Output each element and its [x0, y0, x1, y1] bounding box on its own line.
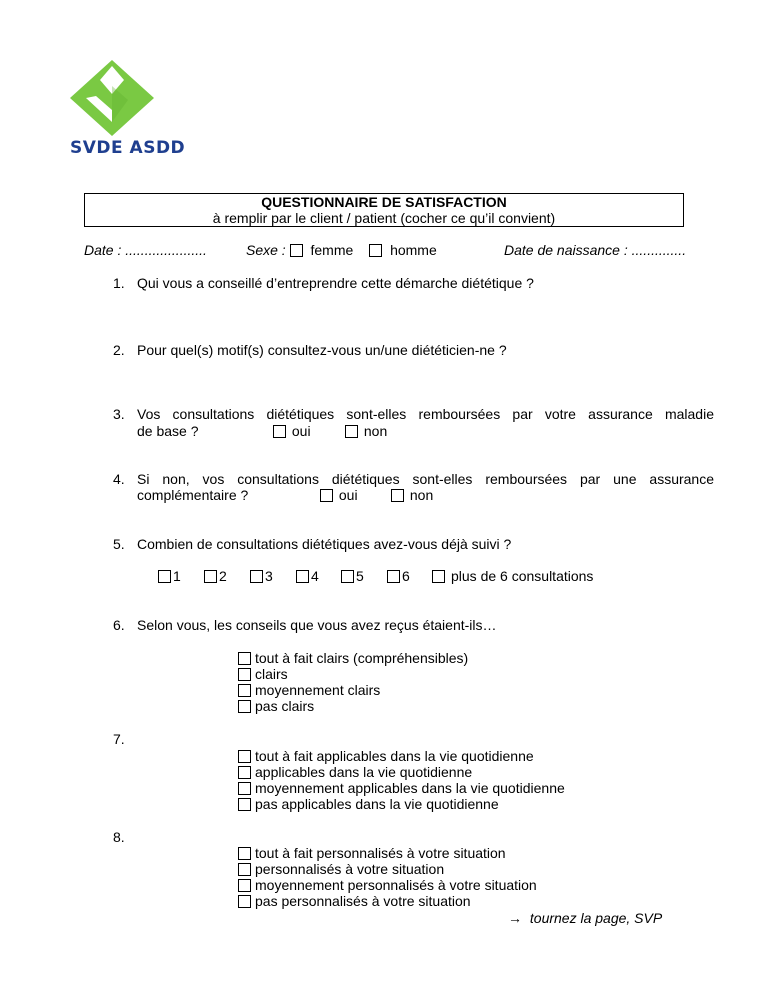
arrow-right-icon: → [508, 910, 522, 926]
checkbox-q5-plus[interactable] [432, 570, 445, 583]
q5-option-1[interactable] [158, 568, 181, 584]
q8-option-1-label: tout à fait personnalisés à votre situation [255, 845, 506, 861]
question-6 [113, 617, 497, 633]
q3-oui-option[interactable] [273, 423, 311, 439]
q8-option-2-label: personnalisés à votre situation [255, 861, 445, 877]
question-6-number: 6. [113, 617, 125, 633]
q6-option-3[interactable] [238, 682, 380, 698]
header-subtitle: à remplir par le client / patient (cocher ce qu’il convient) [212, 210, 556, 226]
q6-option-1-label: tout à fait clairs (compréhensibles) [255, 650, 469, 666]
question-1 [113, 275, 534, 291]
checkbox-q7-2[interactable] [238, 766, 251, 779]
q5-option-5-label: 5 [356, 568, 364, 584]
q5-option-4-label: 4 [311, 568, 319, 584]
question-5-number: 5. [113, 536, 125, 552]
checkbox-q3-non[interactable] [345, 425, 358, 438]
homme-label: homme [390, 242, 437, 258]
question-1-number: 1. [113, 275, 125, 291]
q4-non-option[interactable] [391, 487, 433, 503]
checkbox-q7-3[interactable] [238, 782, 251, 795]
q7-option-4-label: pas applicables dans la vie quotidienne [255, 796, 499, 812]
q4-oui-option[interactable] [320, 487, 358, 503]
svde-leaf-logo-icon [70, 60, 166, 140]
checkbox-q8-3[interactable] [238, 879, 251, 892]
q4-oui-label: oui [338, 487, 358, 503]
checkbox-q7-1[interactable] [238, 750, 251, 763]
question-5-text: Combien de consultations diététiques avez-vous déjà suivi ? [137, 536, 512, 552]
question-3-number: 3. [113, 406, 125, 422]
q5-option-5[interactable] [341, 568, 364, 584]
checkbox-q8-2[interactable] [238, 863, 251, 876]
q8-option-1[interactable] [238, 845, 506, 861]
q8-option-3[interactable] [238, 877, 537, 893]
question-3-line1: Vos consultations diététiques sont-elles remboursées par votre assurance maladie [137, 406, 714, 422]
q4-non-label: non [409, 487, 434, 503]
header-title: QUESTIONNAIRE DE SATISFACTION [261, 194, 507, 210]
turn-page-note [508, 910, 662, 926]
q5-option-6[interactable] [387, 568, 410, 584]
checkbox-q6-4[interactable] [238, 700, 251, 713]
q5-option-2-label: 2 [219, 568, 227, 584]
question-1-text: Qui vous a conseillé d’entreprendre cette démarche diététique ? [137, 275, 534, 291]
turn-page-text: tournez la page, SVP [529, 910, 663, 926]
q6-option-2-label: clairs [255, 666, 288, 682]
date-naissance-field[interactable]: Date de naissance : .............. [504, 242, 687, 258]
q5-option-plus[interactable] [432, 568, 593, 584]
question-2-number: 2. [113, 342, 125, 358]
checkbox-q8-1[interactable] [238, 847, 251, 860]
q7-option-1[interactable] [238, 748, 534, 764]
checkbox-q3-oui[interactable] [273, 425, 286, 438]
checkbox-q5-3[interactable] [250, 570, 263, 583]
question-6-text: Selon vous, les conseils que vous avez reçus étaient-ils… [137, 617, 497, 633]
q6-option-4[interactable] [238, 698, 314, 714]
checkbox-q5-4[interactable] [296, 570, 309, 583]
checkbox-q8-4[interactable] [238, 895, 251, 908]
q5-option-4[interactable] [296, 568, 319, 584]
checkbox-q6-2[interactable] [238, 668, 251, 681]
q6-option-1[interactable] [238, 650, 468, 666]
checkbox-q6-3[interactable] [238, 684, 251, 697]
q3-oui-label: oui [291, 423, 311, 439]
question-3-line2: de base ? [137, 423, 199, 439]
questionnaire-header [84, 193, 684, 227]
checkbox-q5-5[interactable] [341, 570, 354, 583]
q7-option-4[interactable] [238, 796, 499, 812]
sexe-label: Sexe : [246, 242, 286, 258]
q6-option-2[interactable] [238, 666, 288, 682]
q8-option-3-label: moyennement personnalisés à votre situation [255, 877, 537, 893]
checkbox-q5-6[interactable] [387, 570, 400, 583]
q5-option-3-label: 3 [265, 568, 273, 584]
q7-option-3[interactable] [238, 780, 565, 796]
q8-option-2[interactable] [238, 861, 444, 877]
checkbox-q4-non[interactable] [391, 489, 404, 502]
logo-text: SVDE ASDD [70, 138, 186, 158]
femme-label: femme [310, 242, 354, 258]
question-4-number: 4. [113, 471, 125, 487]
q3-non-label: non [363, 423, 388, 439]
question-2-text: Pour quel(s) motif(s) consultez-vous un/une diététicien-ne ? [137, 342, 507, 358]
q3-non-option[interactable] [345, 423, 387, 439]
q8-option-4[interactable] [238, 893, 471, 909]
question-5 [113, 536, 511, 552]
q6-option-4-label: pas clairs [255, 698, 315, 714]
q5-option-3[interactable] [250, 568, 273, 584]
checkbox-q6-1[interactable] [238, 652, 251, 665]
checkbox-homme[interactable] [369, 244, 382, 257]
q7-option-2[interactable] [238, 764, 472, 780]
checkbox-femme[interactable] [290, 244, 303, 257]
question-8-number: 8. [113, 829, 125, 845]
q7-option-3-label: moyennement applicables dans la vie quotidienne [255, 780, 565, 796]
q6-option-3-label: moyennement clairs [255, 682, 381, 698]
question-7-number: 7. [113, 731, 125, 747]
q7-option-1-label: tout à fait applicables dans la vie quotidienne [255, 748, 534, 764]
q5-option-6-label: 6 [402, 568, 410, 584]
q5-option-plus-label: plus de 6 consultations [451, 568, 594, 584]
question-4-line2: complémentaire ? [137, 487, 249, 503]
date-field[interactable]: Date : ..................... [84, 242, 207, 258]
svde-logo [70, 60, 186, 160]
q8-option-4-label: pas personnalisés à votre situation [255, 893, 471, 909]
checkbox-q7-4[interactable] [238, 798, 251, 811]
checkbox-q5-1[interactable] [158, 570, 171, 583]
question-2 [113, 342, 507, 358]
question-4-line1: Si non, vos consultations diététiques sont-elles remboursées par une assurance [137, 471, 714, 487]
checkbox-q4-oui[interactable] [320, 489, 333, 502]
q5-option-1-label: 1 [173, 568, 181, 584]
q7-option-2-label: applicables dans la vie quotidienne [255, 764, 473, 780]
sexe-group [246, 242, 437, 258]
checkbox-q5-2[interactable] [204, 570, 217, 583]
q5-option-2[interactable] [204, 568, 227, 584]
